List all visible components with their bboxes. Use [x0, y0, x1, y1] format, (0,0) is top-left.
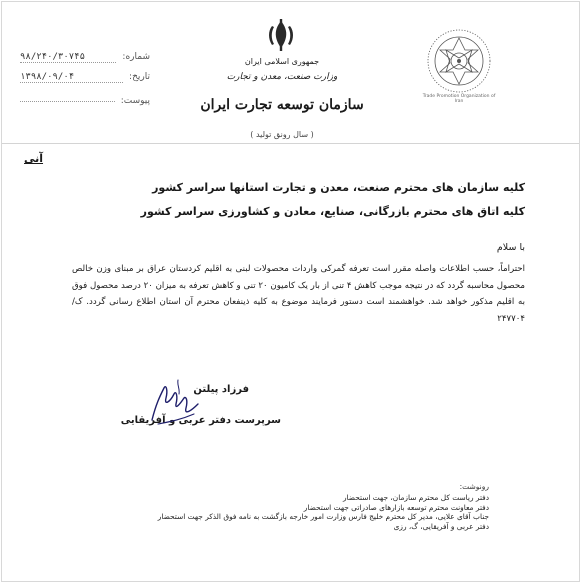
attachment-row — [20, 94, 150, 108]
logo-caption: Trade Promotion Organization of Iran — [422, 94, 496, 104]
iran-emblem-icon — [262, 18, 300, 52]
letter-date-row — [20, 70, 150, 84]
letter-number-label: شماره: — [122, 52, 150, 62]
signer-title: سرپرست دفتر عربی و آفریقایی — [120, 415, 281, 426]
letter-date-value: ۱۳۹۸/۰۹/۰۴ — [20, 72, 123, 83]
header-divider — [2, 143, 579, 144]
salutation: با سلام — [496, 242, 525, 253]
letter-number-row — [20, 50, 150, 64]
trade-promotion-logo-icon — [426, 28, 492, 94]
attachment-label: پیوست: — [120, 96, 150, 106]
handwritten-signature-icon — [144, 374, 204, 434]
signer-name: فرزاد پیلتن — [193, 384, 249, 395]
letter-date-label: تاریخ: — [129, 72, 150, 82]
cc-list — [158, 493, 489, 531]
cc-item: دفتر عربی و آفریقایی، گ، رزی — [393, 521, 489, 531]
organization-title: سازمان توسعه تجارت ایران — [200, 97, 364, 113]
urgency-label: آنی — [24, 152, 44, 165]
letter-page — [1, 1, 580, 582]
ministry-title: وزارت صنعت، معدن و تجارت — [226, 72, 338, 82]
cc-item: دفتر ریاست کل محترم سازمان، جهت استحضار — [342, 493, 489, 502]
cc-item: دفتر معاونت محترم توسعه بازارهای صادراتی جهت استحضار — [303, 502, 489, 512]
year-slogan: ( سال رونق تولید ) — [250, 130, 314, 139]
recipient-line-2: کلیه اتاق های محترم بازرگانی، صنایع، معادن و کشاورزی سراسر کشور — [140, 205, 525, 218]
letter-body: احتراماً، حسب اطلاعات واصله مقرر است تعرفه گمرکی واردات محصولات لبنی به اقلیم کردستان عراق بر مبنای وزن خالص محصول محاسبه گردد که در نتیجه موجب کاهش ۴ تنی از بار یک کامیون ۲۰ تنی و کاهش تعرفه به میزان ۲۰ درصد محصول فوق به اقلیم مذکور خواهد شد. خواهشمند است دستور فرمایند موضوع به کلیه ذینفعان محترم آن استان اطلاع رسانی گردد. ک/ ۲۴۷۷۰۴ — [72, 264, 526, 324]
letter-number-value: ۹۸/۲۴۰/۳۰۷۴۵ — [20, 52, 116, 63]
recipient-line-1: کلیه سازمان های محترم صنعت، معدن و تجارت استانها سراسر کشور — [152, 181, 525, 194]
cc-item: جناب آقای علایی، مدیر کل محترم خلیج فارس وزارت امور خارجه بازگشت به نامه فوق الذکر جهت استحضار — [157, 512, 489, 522]
attachment-value — [20, 101, 115, 102]
republic-title: جمهوری اسلامی ایران — [244, 57, 320, 66]
cc-title: رونوشت: — [459, 482, 489, 491]
